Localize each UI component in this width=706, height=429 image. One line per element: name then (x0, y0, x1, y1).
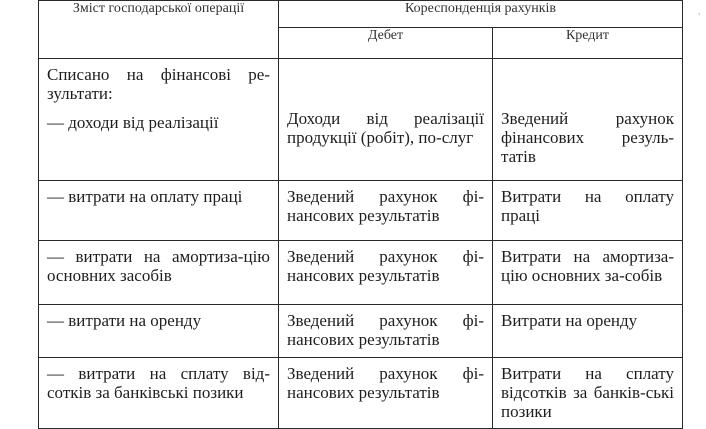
header-debit: Дебет (279, 28, 493, 59)
operation-cell (39, 59, 279, 181)
operation-cell: — витрати на оплату праці (39, 181, 279, 241)
credit-cell: Витрати на оплату праці (493, 181, 683, 241)
operation-intro: Списано на фінансові ре-зультати: (47, 65, 270, 103)
credit-text: Зведений рахунок фінансових резуль-татів (501, 109, 674, 166)
header-credit: Кредит (493, 28, 683, 59)
debit-cell: Зведений рахунок фі-нансових результатів (279, 305, 493, 358)
table-row (39, 59, 683, 181)
debit-cell: Зведений рахунок фі-нансових результатів (279, 358, 493, 429)
operation-text: — доходи від реалізації (47, 113, 219, 132)
scan-speck: ' (698, 12, 700, 23)
header-correspondence: Кореспонденція рахунків (279, 1, 683, 28)
credit-cell (493, 59, 683, 181)
table-row (39, 241, 683, 305)
operation-cell: — витрати на сплату від-сотків за банківські позики (39, 358, 279, 429)
credit-cell: Витрати на сплату відсотків за банків-ські позики (493, 358, 683, 429)
credit-cell: Витрати на оренду (493, 305, 683, 358)
debit-cell (279, 59, 493, 181)
operation-cell: — витрати на амортиза-цію основних засобів (39, 241, 279, 305)
debit-cell: Зведений рахунок фі-нансових результатів (279, 241, 493, 305)
debit-cell: Зведений рахунок фі-нансових результатів (279, 181, 493, 241)
credit-cell: Витрати на амортиза-цію основних за-собів (493, 241, 683, 305)
table-row (39, 358, 683, 429)
table-row (39, 181, 683, 241)
table-row (39, 305, 683, 358)
debit-text: Доходи від реалізації продукції (робіт), по-слуг (287, 109, 484, 147)
operation-cell: — витрати на оренду (39, 305, 279, 358)
header-operation: Зміст господарської операції (39, 1, 279, 59)
accounting-entries-table (38, 0, 683, 429)
